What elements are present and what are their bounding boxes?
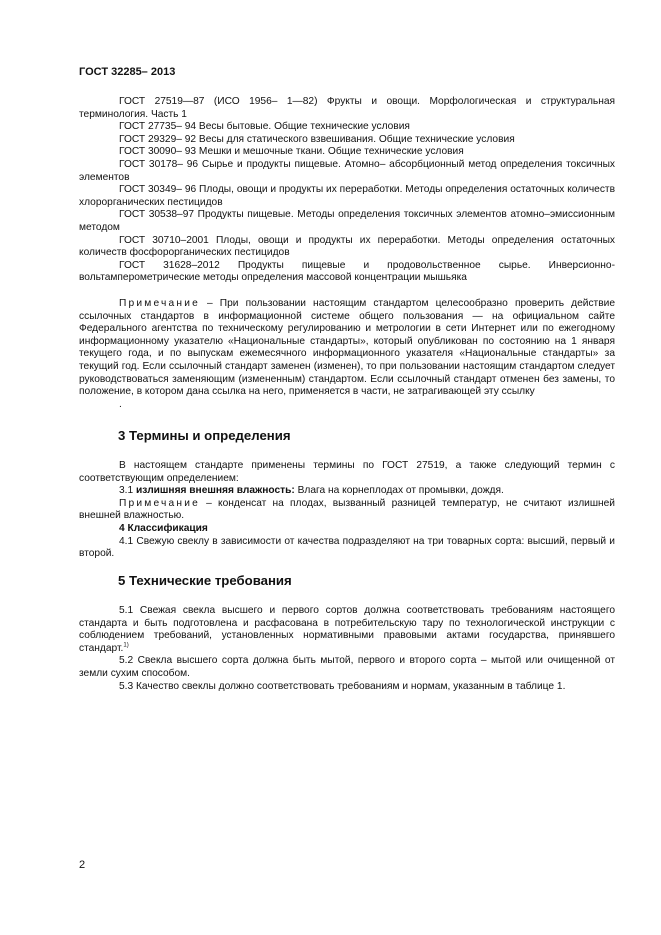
section-3-title: 3 Термины и определения <box>118 428 291 443</box>
term-number: 3.1 <box>119 485 136 497</box>
section-5-paragraph-2: 5.2 Свекла высшего сорта должна быть мытой, первого и второго сорта – мытой или очищенной от земли сухим способом. <box>79 655 615 679</box>
note-text: – При пользовании настоящим стандартом целесообразно проверить действие ссылочных стандартов в информационной системе общего пользования — на официальном сайте Федерального агентства по техническому регулированию и метрологии в сети Интернет или по ежегодному информационному указателю «Национальные стандарты», который опубликован по состоянию на 1 января текущего года, и по выпускам ежемесячного информационного указателя «Национальные стандарты» за текущий год. Если ссылочный стандарт заменен (изменен), то при пользовании настоящим стандартом следует руководствоваться заменяющим (измененным) стандартом. Если ссылочный стандарт отменен без замены, то положение, в котором дана ссылка на него, применяется в части, не затрагивающей эту ссылку <box>79 298 615 398</box>
section-5-paragraph-3: 5.3 Качество свеклы должно соответствовать требованиям и нормам, указанным в таблице 1. <box>119 680 566 692</box>
term-note-text: – конденсат на плодах, вызванный разницей температур, не считают излишней внешней влажностью. <box>79 497 615 522</box>
section-4-title <box>79 523 615 536</box>
term-text: Влага на корнеплодах от промывки, дождя. <box>294 485 504 497</box>
section-5-body <box>79 605 615 693</box>
references-note <box>79 298 615 411</box>
note-label: Примечание <box>119 298 200 309</box>
reference-item: ГОСТ 30178– 96 Сырье и продукты пищевые. Атомно– абсорбционный метод определения токсичных элементов <box>79 158 615 183</box>
reference-item: ГОСТ 27519—87 (ИСО 1956– 1—82) Фрукты и овощи. Морфологическая и структуральная терминология. Часть 1 <box>79 96 615 120</box>
term-note <box>79 498 615 523</box>
reference-item: ГОСТ 30538–97 Продукты пищевые. Методы определения токсичных элементов атомно–эмиссионным методом <box>79 209 615 233</box>
reference-item: ГОСТ 29329– 92 Весы для статического взвешивания. Общие технические условия <box>119 133 515 145</box>
term-note-label: Примечание <box>119 497 200 509</box>
term-definition <box>79 485 615 498</box>
note-paragraph <box>79 298 615 399</box>
page-number: 2 <box>79 859 86 871</box>
section-3-body <box>79 460 615 561</box>
reference-item: ГОСТ 30710–2001 Плоды, овощи и продукты их переработки. Методы определения остаточных количеств фосфорорганических пестицидов <box>79 234 615 259</box>
term-name: излишняя внешняя влажность: <box>136 485 295 497</box>
reference-item: ГОСТ 31628–2012 Продукты пищевые и продовольственное сырье. Инверсионно-вольтамперометрические методы определения массовой концентрации мышьяка <box>79 259 615 284</box>
section-4-paragraph: 4.1 Свежую свеклу в зависимости от качества подразделяют на три товарных сорта: высший, первый и второй. <box>79 535 615 560</box>
section-4-title-text: 4 Классификация <box>119 522 208 534</box>
section-5-paragraph-1 <box>79 605 615 655</box>
footnote-marker: 1) <box>123 642 129 649</box>
reference-item: ГОСТ 30349– 96 Плоды, овощи и продукты их переработки. Методы определения остаточных количеств хлорорганических пестицидов <box>79 184 615 208</box>
section-5-p1-text: 5.1 Свежая свекла высшего и первого сортов должна соответствовать требованиям настоящего стандарта и быть подготовлена и расфасована в потребительскую тару по технологической инструкции с соблюдением требований, установленных нормативными правовыми актами государства, принявшего стандарт. <box>79 605 615 654</box>
reference-item: ГОСТ 27735– 94 Весы бытовые. Общие технические условия <box>119 121 410 133</box>
reference-item: ГОСТ 30090– 93 Мешки и мешочные ткани. Общие технические условия <box>119 146 464 158</box>
references-list <box>79 96 615 285</box>
section-3-intro: В настоящем стандарте применены термины по ГОСТ 27519, а также следующий термин с соответствующим определением: <box>79 460 615 484</box>
note-dot: . <box>119 398 122 410</box>
document-header: ГОСТ 32285– 2013 <box>79 66 176 78</box>
section-5-title: 5 Технические требования <box>118 573 292 588</box>
